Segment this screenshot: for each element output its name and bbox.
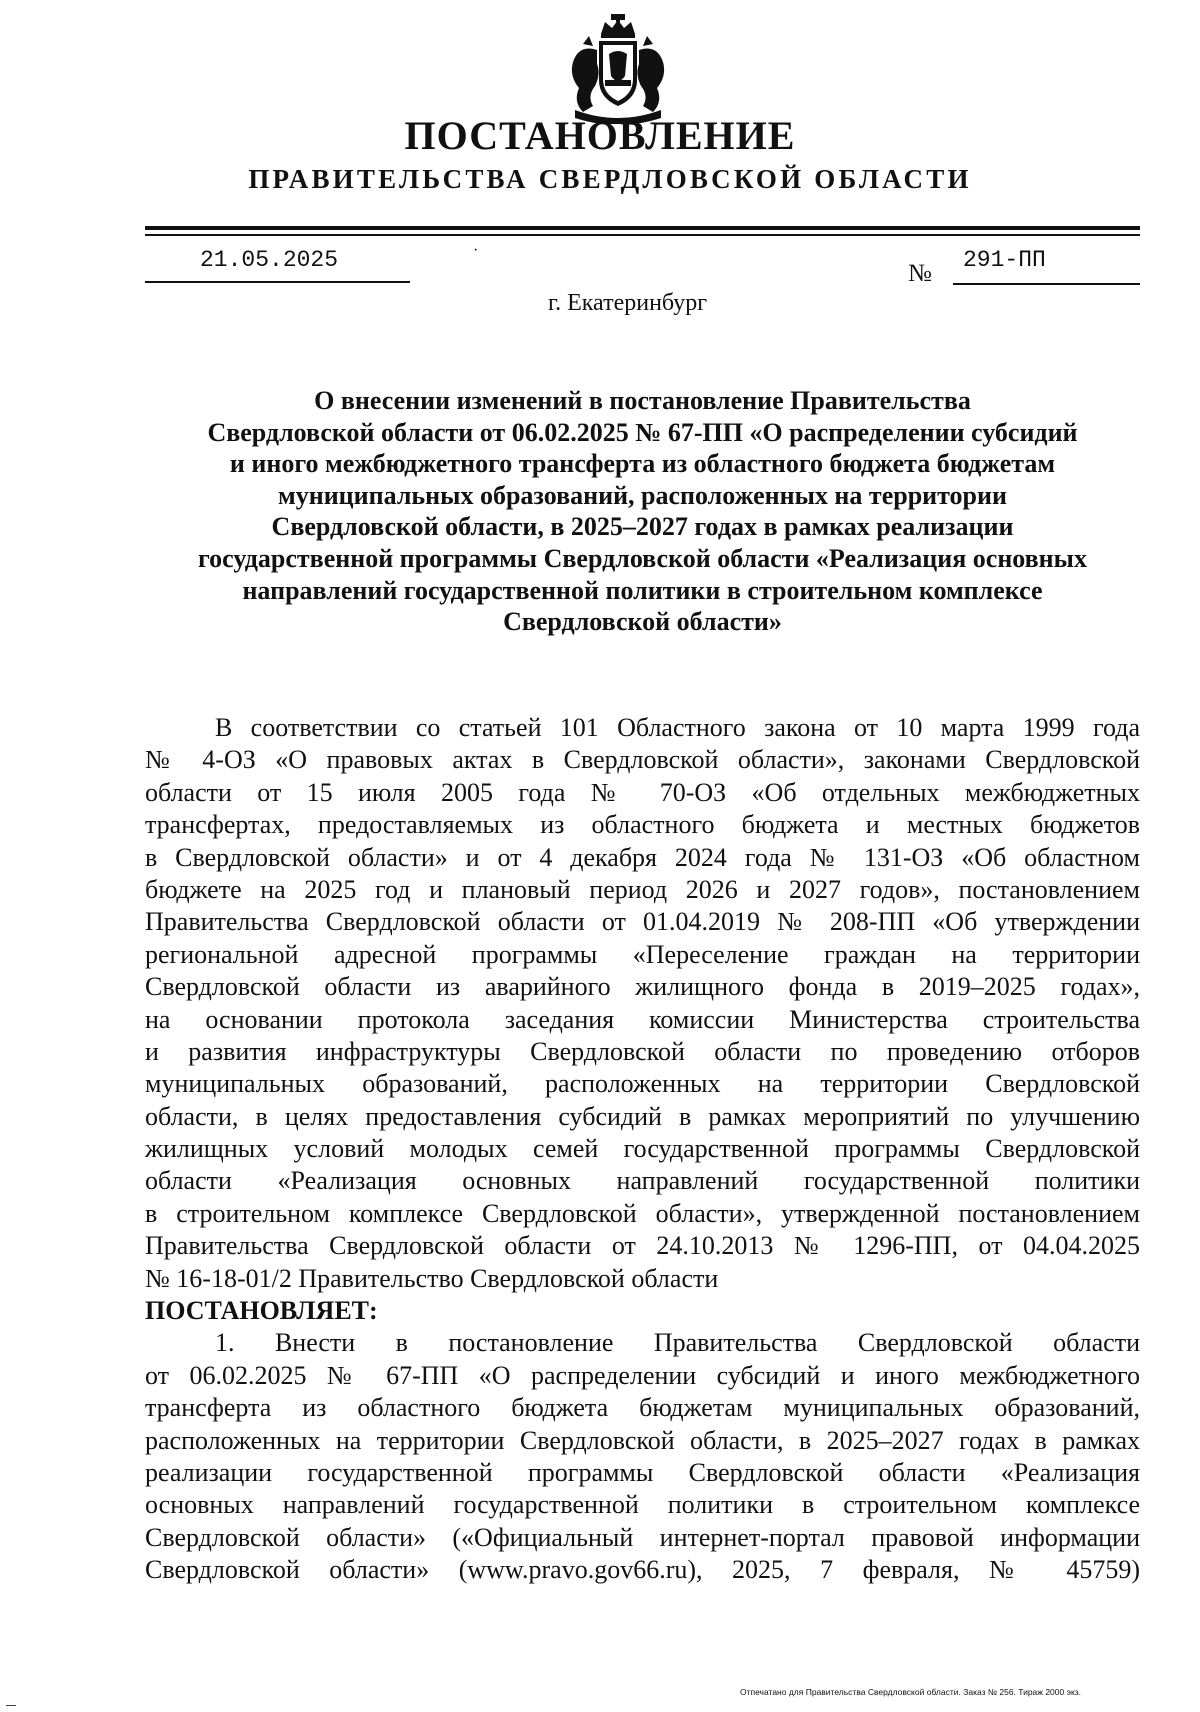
item1-line: от 06.02.2025 № 67-ПП «О распределении субсидий и иного межбюджетного: [145, 1360, 1140, 1390]
resolves-heading: ПОСТАНОВЛЯЕТ:: [145, 1296, 378, 1326]
document-type-title: ПОСТАНОВЛЕНИЕ: [404, 113, 796, 158]
number-underline: [953, 283, 1140, 285]
preamble-line: Правительства Свердловской области от 24.10.2013 № 1296-ПП, от 04.04.2025: [145, 1231, 1140, 1261]
preamble-line: в Свердловской области» и от 4 декабря 2024 года № 131-ОЗ «Об областном: [145, 842, 1140, 872]
preamble-line: в строительном комплексе Свердловской области», утвержденной постановлением: [145, 1198, 1140, 1228]
margin-mark: [6, 1705, 16, 1706]
heading-line: Свердловской области, в 2025–2027 годах в рамках реализации: [271, 512, 1014, 542]
document-date: 21.05.2025: [200, 247, 339, 273]
preamble-line: Свердловской области из аварийного жилищного фонда в 2019–2025 годах»,: [145, 972, 1140, 1002]
preamble-line: на основании протокола заседания комиссии Министерства строительства: [145, 1004, 1140, 1034]
heading-line: и иного межбюджетного трансферта из областного бюджета бюджетам: [229, 449, 1056, 479]
date-underline: [145, 281, 410, 283]
issuing-body-subtitle: ПРАВИТЕЛЬСТВА СВЕРДЛОВСКОЙ ОБЛАСТИ: [248, 164, 972, 194]
preamble-line: бюджете на 2025 год и плановый период 2026 и 2027 годов», постановлением: [145, 874, 1140, 904]
number-sign: №: [908, 260, 932, 287]
preamble-line: № 4-ОЗ «О правовых актах в Свердловской области», законами Свердловской: [145, 745, 1140, 775]
preamble-line: жилищных условий молодых семей государственной программы Свердловской: [145, 1134, 1140, 1164]
item1-line: трансферта из областного бюджета бюджетам муниципальных образований,: [145, 1393, 1140, 1423]
item1-line: Свердловской области» («Официальный интернет-портал правовой информации: [145, 1522, 1140, 1552]
issuing-city: г. Екатеринбург: [547, 290, 708, 316]
heading-line: муниципальных образований, расположенных на территории: [278, 480, 1007, 510]
preamble-line: области, в целях предоставления субсидий в рамках мероприятий по улучшению: [145, 1101, 1140, 1131]
header-rule-thick: [145, 226, 1140, 230]
preamble-line: региональной адресной программы «Переселение граждан на территории: [145, 939, 1140, 969]
scan-dot: ·: [473, 242, 479, 259]
document-body: [145, 712, 1140, 1587]
preamble-line: области «Реализация основных направлений государственной политики: [145, 1166, 1140, 1196]
preamble-line: № 16-18-01/2 Правительство Свердловской области: [145, 1263, 719, 1293]
document-heading: [150, 385, 1135, 638]
item1-line: реализации государственной программы Свердловской области «Реализация: [145, 1457, 1140, 1487]
item1-line: Свердловской области» (www.pravo.gov66.ru), 2025, 7 февраля, № 45759): [145, 1555, 1140, 1585]
preamble-line: муниципальных образований, расположенных на территории Свердловской: [145, 1069, 1140, 1099]
heading-line: государственной программы Свердловской области «Реализация основных: [198, 543, 1087, 573]
heading-line: Свердловской области от 06.02.2025 № 67-ПП «О распределении субсидий: [207, 417, 1078, 447]
preamble-line: В соответствии со статьей 101 Областного закона от 10 марта 1999 года: [215, 713, 1140, 742]
preamble-line: области от 15 июля 2005 года № 70-ОЗ «Об отдельных межбюджетных: [145, 777, 1140, 807]
print-imprint-note: Отпечатано для Правительства Свердловской области. Заказ № 256. Тираж 2000 экз.: [740, 1687, 1082, 1697]
heading-line: направлений государственной политики в строительном комплексе: [242, 575, 1043, 605]
document-number: 291-ПП: [963, 247, 1046, 273]
heading-line: О внесении изменений в постановление Правительства: [314, 386, 971, 415]
preamble-line: и развития инфраструктуры Свердловской области по проведению отборов: [145, 1036, 1140, 1066]
preamble-line: Правительства Свердловской области от 01.04.2019 № 208-ПП «Об утверждении: [145, 907, 1140, 937]
item1-line: основных направлений государственной политики в строительном комплексе: [145, 1490, 1140, 1520]
preamble-line: трансфертах, предоставляемых из областного бюджета и местных бюджетов: [145, 810, 1140, 840]
item1-line: расположенных на территории Свердловской области, в 2025–2027 годах в рамках: [145, 1425, 1140, 1455]
coat-of-arms-emblem: [565, 14, 671, 124]
item1-line: 1. Внести в постановление Правительства Свердловской области: [215, 1328, 1140, 1358]
header-rule-thin: [145, 234, 1140, 236]
heading-line: Свердловской области»: [503, 607, 782, 637]
